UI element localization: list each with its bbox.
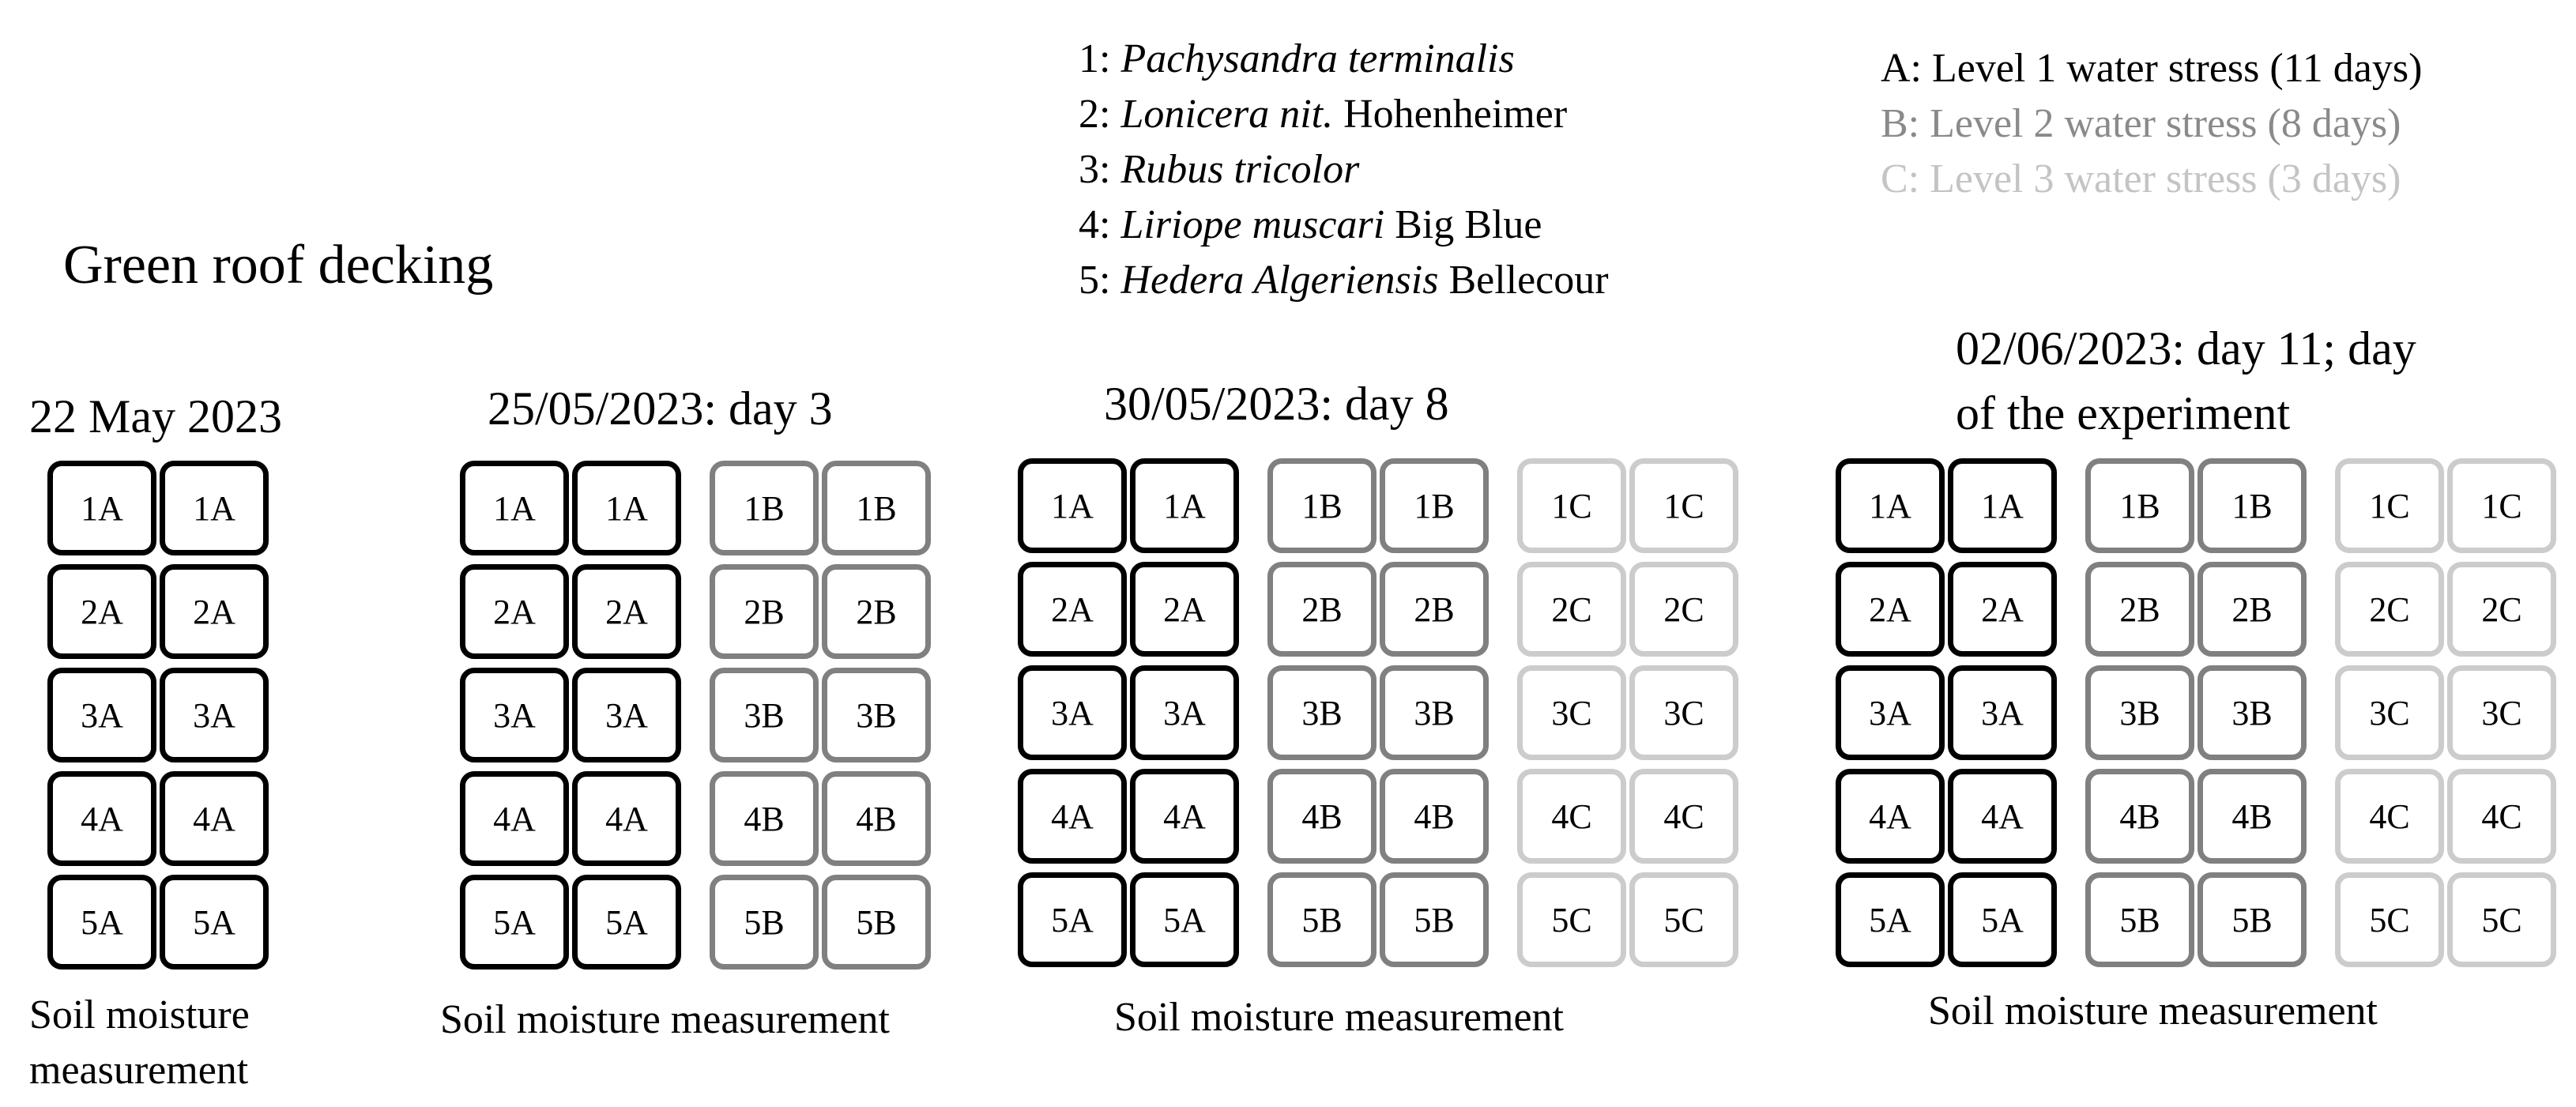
plot-cell: 3C — [1629, 665, 1738, 760]
plot-cell: 4A — [572, 771, 681, 866]
plot-cell: 4C — [1517, 769, 1626, 864]
group-gap — [684, 771, 687, 866]
plot-cell: 5A — [1948, 872, 2057, 967]
plot-cell: 3A — [160, 668, 269, 762]
group-gap — [2066, 562, 2082, 657]
plot-cell: 4A — [47, 771, 156, 866]
plot-cell: 4A — [460, 771, 569, 866]
group-gap — [2066, 458, 2082, 553]
plot-cell: 1A — [572, 461, 681, 555]
group-gap — [2060, 458, 2063, 553]
group-gap — [1492, 665, 1495, 760]
group-gap — [2060, 872, 2063, 967]
plot-cell: 3C — [2335, 665, 2444, 760]
group-gap — [1492, 769, 1495, 864]
plot-cell: 2A — [1130, 562, 1239, 657]
panel-date: 25/05/2023: day 3 — [488, 382, 833, 435]
plot-cell: 2C — [2335, 562, 2444, 657]
group-gap — [1242, 458, 1245, 553]
species-legend-item: 2: Lonicera nit. Hohenheimer — [1079, 92, 1568, 137]
plot-cell: 2A — [460, 564, 569, 659]
plot-cell: 5A — [1130, 872, 1239, 967]
plot-cell: 3C — [2447, 665, 2556, 760]
group-gap — [691, 564, 706, 659]
plot-cell: 5B — [822, 875, 931, 970]
plot-cell: 3A — [1018, 665, 1127, 760]
group-gap — [691, 771, 706, 866]
plot-cell: 2A — [47, 564, 156, 659]
plot-cell: 1C — [1517, 458, 1626, 553]
plot-cell: 4C — [2447, 769, 2556, 864]
diagram-title: Green roof decking — [63, 235, 494, 296]
plot-cell: 3A — [1130, 665, 1239, 760]
group-gap — [684, 564, 687, 659]
plot-cell: 5A — [1836, 872, 1945, 967]
group-gap — [1242, 872, 1245, 967]
group-gap — [2316, 872, 2332, 967]
group-gap — [2316, 562, 2332, 657]
plot-cell: 5A — [47, 875, 156, 970]
plot-cell: 5B — [1380, 872, 1489, 967]
water-stress-legend-item: A: Level 1 water stress (11 days) — [1881, 46, 2423, 91]
group-gap — [1492, 872, 1495, 967]
group-gap — [684, 461, 687, 555]
plot-grid — [1018, 458, 1738, 967]
plot-cell: 2C — [1629, 562, 1738, 657]
group-gap — [2310, 458, 2313, 553]
group-gap — [1498, 562, 1514, 657]
plot-cell: 5A — [1018, 872, 1127, 967]
group-gap — [1498, 665, 1514, 760]
plot-cell: 2C — [2447, 562, 2556, 657]
water-stress-legend-item: B: Level 2 water stress (8 days) — [1881, 101, 2401, 146]
group-gap — [1498, 458, 1514, 553]
plot-cell: 5B — [2198, 872, 2307, 967]
plot-cell: 1A — [160, 461, 269, 555]
group-gap — [1242, 562, 1245, 657]
group-gap — [1248, 458, 1264, 553]
group-gap — [691, 668, 706, 762]
water-stress-legend-item: C: Level 3 water stress (3 days) — [1881, 156, 2401, 201]
species-legend-item: 4: Liriope muscari Big Blue — [1079, 202, 1542, 247]
plot-cell: 1C — [2447, 458, 2556, 553]
plot-cell: 3A — [572, 668, 681, 762]
panel-caption: Soil moisture measurement — [29, 992, 250, 1093]
plot-cell: 1A — [1836, 458, 1945, 553]
plot-cell: 2A — [1018, 562, 1127, 657]
group-gap — [691, 461, 706, 555]
plot-cell: 5C — [1517, 872, 1626, 967]
plot-cell: 3B — [2198, 665, 2307, 760]
group-gap — [2060, 769, 2063, 864]
group-gap — [1248, 872, 1264, 967]
plot-cell: 5B — [1267, 872, 1377, 967]
group-gap — [2316, 665, 2332, 760]
plot-cell: 4A — [1836, 769, 1945, 864]
plot-cell: 5A — [460, 875, 569, 970]
plot-cell: 4B — [2085, 769, 2194, 864]
plot-cell: 4C — [2335, 769, 2444, 864]
plot-cell: 4B — [822, 771, 931, 866]
panel-date: 22 May 2023 — [29, 390, 282, 442]
plot-cell: 2C — [1517, 562, 1626, 657]
plot-cell: 5A — [160, 875, 269, 970]
group-gap — [2316, 458, 2332, 553]
plot-cell: 4B — [2198, 769, 2307, 864]
group-gap — [2310, 562, 2313, 657]
group-gap — [684, 875, 687, 970]
plot-cell: 5B — [2085, 872, 2194, 967]
plot-cell: 2A — [1836, 562, 1945, 657]
plot-cell: 2A — [160, 564, 269, 659]
group-gap — [1248, 769, 1264, 864]
plot-cell: 4A — [1018, 769, 1127, 864]
plot-cell: 1C — [1629, 458, 1738, 553]
plot-grid — [460, 461, 931, 970]
plot-cell: 5B — [710, 875, 819, 970]
plot-cell: 5A — [572, 875, 681, 970]
plot-cell: 2A — [572, 564, 681, 659]
plot-cell: 3A — [1836, 665, 1945, 760]
plot-cell: 3B — [1267, 665, 1377, 760]
plot-cell: 1A — [460, 461, 569, 555]
plot-cell: 1B — [2198, 458, 2307, 553]
plot-cell: 1A — [1018, 458, 1127, 553]
plot-cell: 1A — [1130, 458, 1239, 553]
plot-cell: 3C — [1517, 665, 1626, 760]
panel-caption: Soil moisture measurement — [1928, 988, 2378, 1034]
plot-cell: 3A — [47, 668, 156, 762]
group-gap — [1248, 562, 1264, 657]
plot-cell: 2A — [1948, 562, 2057, 657]
plot-cell: 4B — [710, 771, 819, 866]
plot-cell: 2B — [822, 564, 931, 659]
plot-cell: 3B — [2085, 665, 2194, 760]
group-gap — [2060, 562, 2063, 657]
plot-cell: 4A — [160, 771, 269, 866]
plot-cell: 1B — [1380, 458, 1489, 553]
species-legend-item: 1: Pachysandra terminalis — [1079, 36, 1515, 81]
panel-caption: Soil moisture measurement — [440, 997, 891, 1042]
panel-date: 02/06/2023: day 11; day of the experiment — [1956, 322, 2416, 439]
group-gap — [1492, 458, 1495, 553]
group-gap — [2060, 665, 2063, 760]
plot-cell: 3B — [822, 668, 931, 762]
group-gap — [691, 875, 706, 970]
plot-cell: 3B — [1380, 665, 1489, 760]
species-legend-item: 5: Hedera Algeriensis Bellecour — [1079, 258, 1609, 303]
plot-cell: 5C — [2335, 872, 2444, 967]
group-gap — [1498, 872, 1514, 967]
group-gap — [2310, 665, 2313, 760]
plot-cell: 4A — [1130, 769, 1239, 864]
group-gap — [2066, 665, 2082, 760]
plot-cell: 2B — [2085, 562, 2194, 657]
plot-cell: 3A — [1948, 665, 2057, 760]
plot-cell: 1B — [822, 461, 931, 555]
plot-cell: 1B — [2085, 458, 2194, 553]
plot-cell: 2B — [2198, 562, 2307, 657]
plot-grid — [1836, 458, 2556, 967]
plot-cell: 4B — [1267, 769, 1377, 864]
panel-caption: Soil moisture measurement — [1114, 995, 1565, 1040]
plot-cell: 5C — [2447, 872, 2556, 967]
group-gap — [2066, 769, 2082, 864]
group-gap — [1242, 769, 1245, 864]
plot-cell: 2B — [1267, 562, 1377, 657]
group-gap — [684, 668, 687, 762]
plot-cell: 2B — [1380, 562, 1489, 657]
plot-cell: 1A — [47, 461, 156, 555]
group-gap — [2310, 769, 2313, 864]
plot-cell: 3B — [710, 668, 819, 762]
species-legend — [1079, 32, 1609, 308]
plot-cell: 1A — [1948, 458, 2057, 553]
group-gap — [1492, 562, 1495, 657]
plot-cell: 1C — [2335, 458, 2444, 553]
group-gap — [2316, 769, 2332, 864]
plot-cell: 1B — [710, 461, 819, 555]
plot-cell: 2B — [710, 564, 819, 659]
group-gap — [1242, 665, 1245, 760]
group-gap — [1498, 769, 1514, 864]
group-gap — [2066, 872, 2082, 967]
species-legend-item: 3: Rubus tricolor — [1079, 147, 1360, 192]
plot-cell: 5C — [1629, 872, 1738, 967]
plot-cell: 4C — [1629, 769, 1738, 864]
group-gap — [1248, 665, 1264, 760]
plot-cell: 4A — [1948, 769, 2057, 864]
plot-grid — [47, 461, 269, 970]
plot-cell: 3A — [460, 668, 569, 762]
plot-cell: 4B — [1380, 769, 1489, 864]
water-stress-legend — [1881, 41, 2422, 207]
plot-cell: 1B — [1267, 458, 1377, 553]
panel-date: 30/05/2023: day 8 — [1104, 378, 1449, 430]
group-gap — [2310, 872, 2313, 967]
